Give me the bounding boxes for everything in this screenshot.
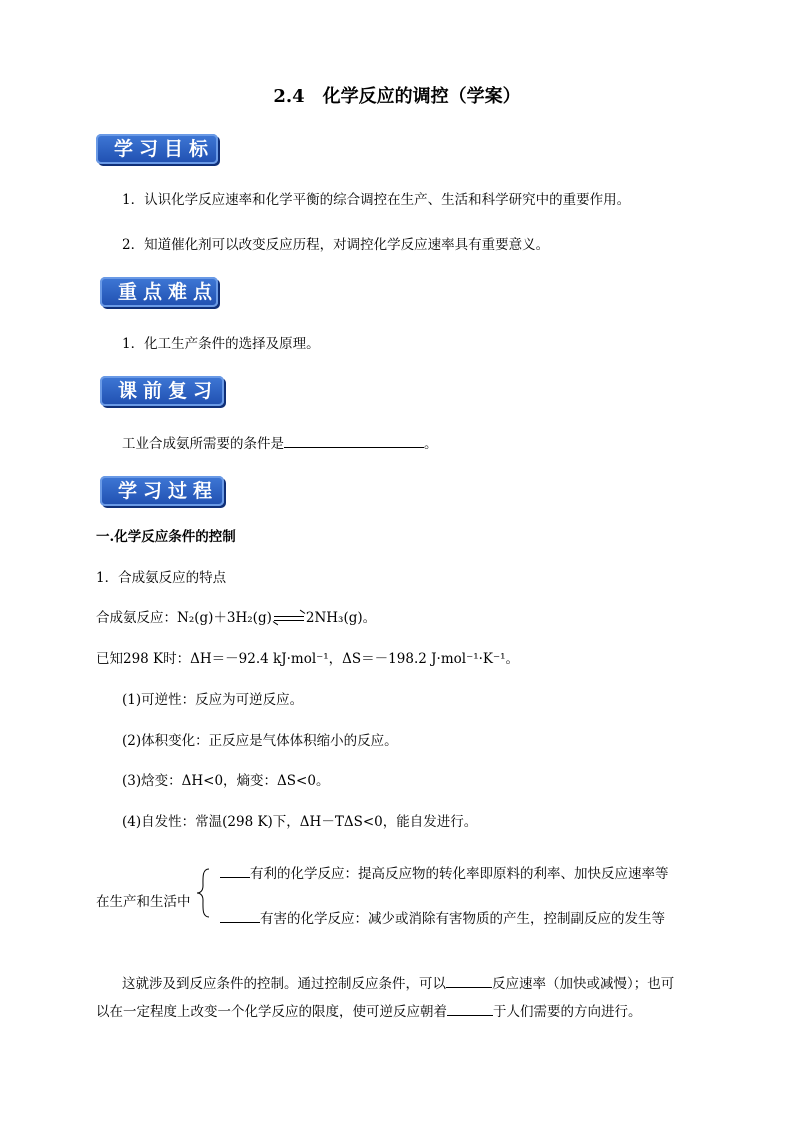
process-heading: 一.化学反应条件的控制 [96,529,236,545]
review-end: 。 [424,436,438,452]
goal-item-2: 2．知道催化剂可以改变反应历程，对调控化学反应速率具有重要意义。 [122,237,550,253]
reaction-prefix: 合成氨反应： [96,610,177,626]
branch-blank-1[interactable] [220,863,250,878]
reversible-arrow-icon [274,614,304,624]
para2-part-b: 于人们需要的方向进行。 [493,1004,642,1020]
section-badge-key-points: 重点难点 [100,277,218,307]
para1-part-a: 这就涉及到反应条件的控制。通过控制反应条件，可以 [122,976,446,992]
review-text: 工业合成氨所需要的条件是 [122,436,284,452]
review-blank[interactable] [284,433,424,448]
property-item-3: (3)焓变：ΔH<0，熵变：ΔS<0。 [122,773,330,789]
section-badge-goals: 学习目标 [96,134,218,164]
branch-beneficial [220,862,669,882]
para-blank-2[interactable] [447,1001,493,1016]
review-question [122,432,438,452]
property-item-1: (1)可逆性：反应为可逆反应。 [122,692,304,708]
reaction-lhs: N₂(g)＋3H₂(g) [177,610,272,626]
section-badge-process: 学习过程 [100,476,224,506]
goal-item-1: 1．认识化学反应速率和化学平衡的综合调控在生产、生活和科学研究中的重要作用。 [122,192,631,208]
para-blank-1[interactable] [446,973,492,988]
branch-harmful-text: 有害的化学反应：减少或消除有害物质的产生，控制副反应的发生等 [260,911,665,927]
thermo-data: 已知298 K时：ΔH＝－92.4 kJ·mol⁻¹，ΔS＝－198.2 J·mol⁻¹·K⁻¹。 [96,651,520,667]
page-title: 2.4 化学反应的调控（学案） [273,86,521,107]
section-badge-review: 课前复习 [100,376,224,406]
curly-brace-icon [196,868,210,918]
branch-blank-2[interactable] [220,908,260,923]
process-sub-heading-1: 1．合成氨反应的特点 [96,570,227,586]
paragraph-line-1 [122,972,674,992]
property-item-4: (4)自发性：常温(298 K)下，ΔH－TΔS<0，能自发进行。 [122,814,478,830]
para1-part-b: 反应速率（加快或减慢）；也可 [492,976,675,992]
reaction-rhs: 2NH₃(g)。 [305,610,377,626]
paragraph-line-2 [96,1000,642,1020]
key-point-item-1: 1．化工生产条件的选择及原理。 [122,336,320,352]
branch-harmful [220,907,665,927]
property-item-2: (2)体积变化：正反应是气体体积缩小的反应。 [122,733,398,749]
branch-beneficial-text: 有利的化学反应：提高反应物的转化率即原料的利率、加快反应速率等 [250,866,669,882]
reaction-equation [96,606,376,626]
para2-part-a: 以在一定程度上改变一个化学反应的限度，使可逆反应朝着 [96,1004,447,1020]
life-label: 在生产和生活中 [96,894,191,910]
